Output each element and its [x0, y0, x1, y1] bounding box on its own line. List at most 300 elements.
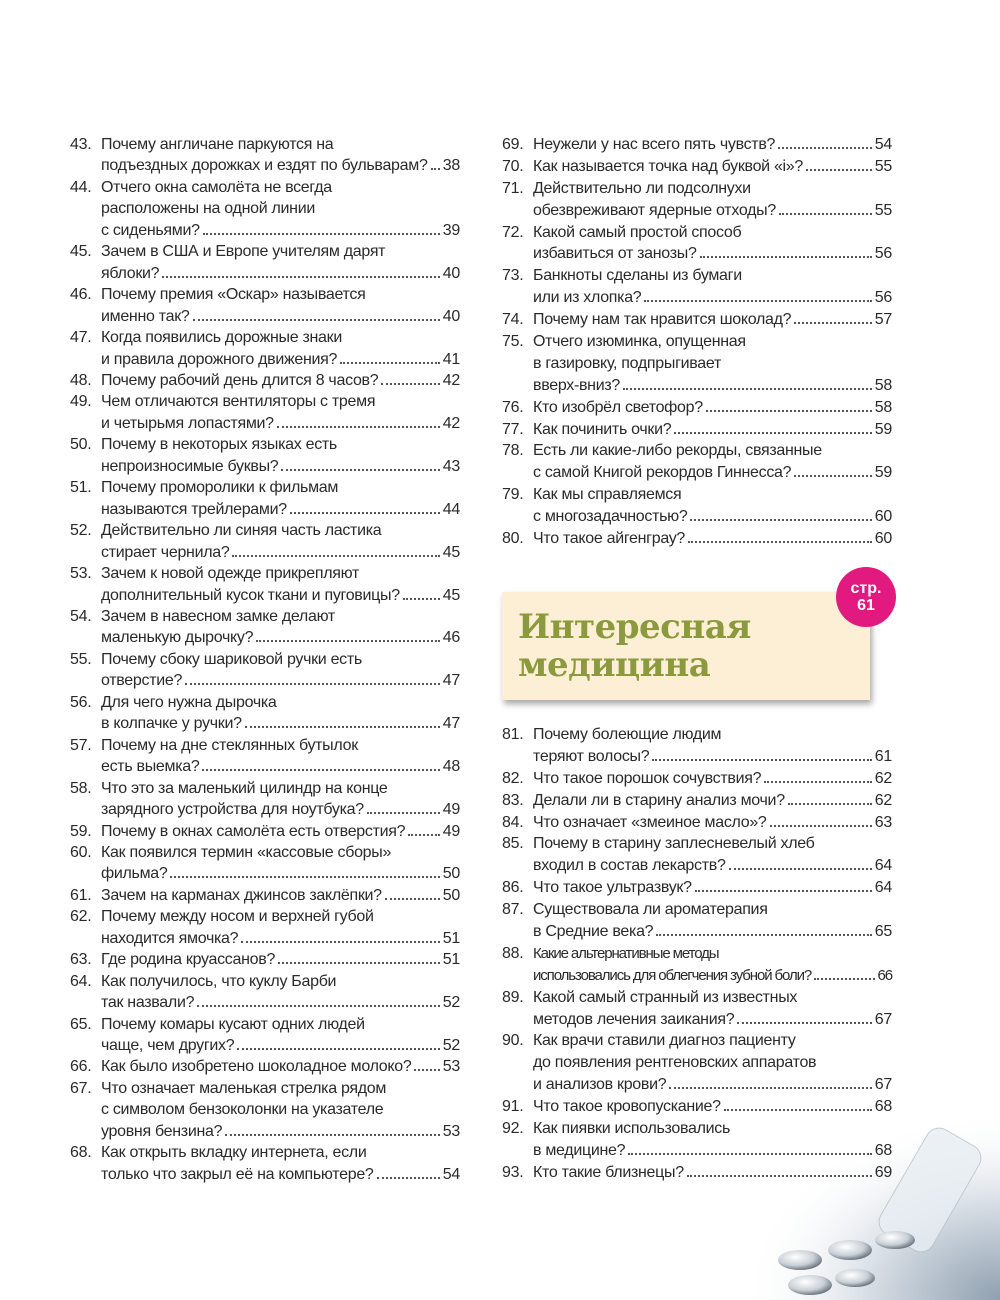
entry-page-number: 51: [442, 929, 460, 947]
entry-line: [533, 156, 892, 178]
entry-number: 87.: [502, 901, 524, 919]
entry-title-text: Кто изобрёл светофор?: [533, 398, 703, 416]
dot-leader: [408, 834, 440, 836]
toc-entry[interactable]: [502, 309, 892, 331]
entry-title-text: теряют волосы?: [533, 747, 650, 765]
entry-title-text: так назвали?: [101, 994, 195, 1012]
toc-entry[interactable]: [502, 397, 892, 419]
entry-title-text: Зачем на карманах джинсов заклёпки?: [101, 886, 382, 904]
entry-line: [533, 987, 892, 1009]
entry-title-text: Зачем в США и Европе учителям дарят: [101, 243, 386, 261]
entry-page-number: 50: [442, 886, 460, 904]
toc-column-left: [70, 134, 460, 1185]
entry-line: [533, 790, 892, 812]
dot-leader: [690, 519, 871, 521]
entry-title-text: Почему англичане паркуются на: [101, 136, 334, 153]
toc-entry[interactable]: [502, 440, 892, 484]
entry-page-number: 62: [874, 769, 892, 787]
entry-title-text: Действительно ли синяя часть ластика: [101, 522, 382, 540]
entry-page-number: 68: [874, 1141, 892, 1159]
dot-leader: [724, 1109, 872, 1111]
entry-title-text: Где родина круассанов?: [101, 951, 276, 969]
entry-title-text: Кто такие близнецы?: [533, 1163, 684, 1181]
entry-title-text: вверх-вниз?: [533, 376, 620, 394]
entry-page-number: 47: [442, 672, 460, 690]
entry-number: 92.: [502, 1120, 524, 1138]
entry-page-number: 67: [874, 1076, 892, 1094]
entry-title-text: Делали ли в старину анализ мочи?: [533, 791, 785, 809]
dot-leader: [377, 1177, 440, 1179]
entry-line: [101, 885, 460, 906]
entry-number: 78.: [502, 442, 524, 460]
toc-column-right-top: [502, 134, 892, 550]
toc-entry[interactable]: [70, 692, 460, 735]
entry-line: [101, 220, 460, 241]
toc-entry[interactable]: [70, 327, 460, 370]
entry-line: [101, 499, 460, 520]
entry-number: 65.: [70, 1015, 92, 1033]
entry-line: [101, 949, 460, 970]
section-title: [518, 608, 751, 684]
toc-entry[interactable]: [502, 528, 892, 550]
entry-title-text: Почему между носом и верхней губой: [101, 908, 374, 926]
entry-title-text: в колпачке у ручки?: [101, 715, 242, 733]
entry-page-number: 57: [874, 311, 892, 329]
entry-title-text: Что это за маленький цилиндр на конце: [101, 779, 388, 797]
entry-line: [101, 735, 460, 756]
toc-entry[interactable]: [70, 949, 460, 970]
toc-entry[interactable]: [70, 520, 460, 563]
entry-number: 75.: [502, 333, 524, 351]
entry-title-text: входил в состав лекарств?: [533, 857, 726, 875]
toc-entry[interactable]: [70, 370, 460, 391]
entry-title-text: дополнительный кусок ткани и пуговицы?: [101, 586, 400, 604]
dot-leader: [806, 169, 872, 171]
entry-number: 50.: [70, 436, 92, 454]
toc-entry[interactable]: [502, 222, 892, 266]
entry-title-text: именно так?: [101, 307, 190, 325]
toc-entry[interactable]: [70, 477, 460, 520]
entry-title-text: использовались для облегчения зубной боли?: [533, 966, 812, 984]
toc-entry[interactable]: [70, 563, 460, 606]
entry-line: [101, 520, 460, 541]
dot-leader: [695, 890, 872, 892]
toc-entry[interactable]: [502, 484, 892, 528]
entry-line: [101, 670, 460, 691]
entry-page-number: 59: [874, 420, 892, 438]
entry-title-text: Как было изобретено шоколадное молоко?: [101, 1058, 412, 1076]
entry-line: [533, 1009, 892, 1031]
page-badge: [836, 567, 896, 627]
dot-leader: [290, 512, 440, 514]
section-title-line1: Интересная: [518, 607, 751, 647]
entry-title-text: Почему сбоку шариковой ручки есть: [101, 650, 362, 668]
entry-title-text: с символом бензоколонки на указателе: [101, 1101, 384, 1119]
toc-entry[interactable]: [70, 284, 460, 327]
entry-title-text: Что означает маленькая стрелка рядом: [101, 1079, 387, 1097]
entry-line: [533, 768, 892, 790]
entry-page-number: 48: [442, 758, 460, 776]
entry-page-number: 67: [874, 1010, 892, 1028]
entry-title-text: Что такое порошок сочувствия?: [533, 769, 762, 787]
entry-title-text: Почему в некоторых языках есть: [101, 436, 337, 454]
entry-line: [533, 724, 892, 746]
toc-entry[interactable]: [502, 1030, 892, 1096]
entry-number: 93.: [502, 1163, 524, 1181]
entry-line: [101, 134, 460, 155]
toc-entry[interactable]: [502, 1162, 892, 1184]
toc-entry[interactable]: [502, 419, 892, 441]
entry-line: [101, 863, 460, 884]
entry-number: 86.: [502, 879, 524, 897]
entry-number: 61.: [70, 886, 92, 904]
entry-line: [533, 462, 892, 484]
entry-line: [101, 563, 460, 584]
entry-line: [101, 327, 460, 348]
entry-title-text: обезвреживают ядерные отходы?: [533, 201, 776, 219]
entry-line: [533, 265, 892, 287]
dot-leader: [794, 475, 872, 477]
entry-page-number: 52: [442, 994, 460, 1012]
entry-title-text: Что такое ультразвук?: [533, 879, 692, 897]
entry-title-text: или из хлопка?: [533, 289, 642, 307]
toc-entry[interactable]: [70, 177, 460, 241]
dot-leader: [185, 683, 440, 685]
entry-number: 62.: [70, 908, 92, 926]
entry-page-number: 49: [442, 801, 460, 819]
entry-number: 85.: [502, 835, 524, 853]
entry-page-number: 54: [442, 1165, 460, 1183]
toc-entry[interactable]: [502, 178, 892, 222]
entry-title-text: находится ямочка?: [101, 929, 239, 947]
entry-page-number: 46: [442, 629, 460, 647]
entry-number: 45.: [70, 243, 92, 261]
entry-line: [101, 756, 460, 777]
entry-line: [101, 1056, 460, 1077]
entry-page-number: 44: [442, 500, 460, 518]
entry-line: [101, 799, 460, 820]
entry-title-text: с многозадачностью?: [533, 508, 688, 526]
dot-leader: [656, 934, 872, 936]
entry-title-text: уровня бензина?: [101, 1122, 223, 1140]
entry-line: [101, 1142, 460, 1163]
entry-line: [101, 1121, 460, 1142]
entry-number: 72.: [502, 223, 524, 241]
entry-number: 66.: [70, 1058, 92, 1076]
entry-page-number: 54: [874, 136, 892, 153]
entry-line: [101, 842, 460, 863]
entry-number: 48.: [70, 371, 92, 389]
entry-line: [101, 284, 460, 305]
entry-title-text: до появления рентгеновских аппаратов: [533, 1054, 817, 1072]
entry-title-text: Как мы справляемся: [533, 486, 682, 504]
entry-page-number: 62: [874, 791, 892, 809]
entry-number: 70.: [502, 157, 524, 175]
entry-line: [101, 585, 460, 606]
toc-entry[interactable]: [70, 1142, 460, 1185]
entry-title-text: Какой самый простой способ: [533, 223, 742, 241]
entry-number: 51.: [70, 479, 92, 497]
section-title-line2: медицина: [518, 645, 711, 685]
entry-line: [533, 134, 892, 156]
entry-line: [533, 1030, 892, 1052]
toc-entry[interactable]: [70, 885, 460, 906]
entry-line: [533, 200, 892, 222]
entry-title-text: Почему в окнах самолёта есть отверстия?: [101, 822, 406, 840]
entry-number: 49.: [70, 393, 92, 411]
entry-title-text: избавиться от занозы?: [533, 245, 697, 263]
entry-number: 56.: [70, 693, 92, 711]
entry-line: [533, 921, 892, 943]
entry-line: [533, 287, 892, 309]
entry-line: [533, 746, 892, 768]
entry-line: [101, 177, 460, 198]
entry-title-text: методов лечения заикания?: [533, 1010, 735, 1028]
entry-title-text: Почему проморолики к фильмам: [101, 479, 339, 497]
toc-entry[interactable]: [70, 134, 460, 177]
entry-page-number: 64: [874, 857, 892, 875]
toc-entry[interactable]: [502, 134, 892, 156]
dot-leader: [225, 1134, 440, 1136]
entry-number: 54.: [70, 607, 92, 625]
toc-entry[interactable]: [502, 943, 892, 987]
dot-leader: [700, 256, 872, 258]
dot-leader: [170, 876, 439, 878]
entry-title-text: чаще, чем других?: [101, 1037, 235, 1055]
toc-entry[interactable]: [70, 906, 460, 949]
toc-entry[interactable]: [502, 1096, 892, 1118]
dot-leader: [197, 1005, 440, 1007]
toc-entry[interactable]: [502, 768, 892, 790]
entry-number: 44.: [70, 178, 92, 196]
entry-page-number: 58: [874, 398, 892, 416]
entry-title-text: Почему рабочий день длится 8 часов?: [101, 371, 379, 389]
entry-line: [101, 349, 460, 370]
dot-leader: [779, 213, 872, 215]
entry-title-text: Как появился термин «кассовые сборы»: [101, 843, 392, 861]
toc-entry[interactable]: [70, 434, 460, 477]
entry-line: [101, 241, 460, 262]
entry-line: [101, 434, 460, 455]
toc-entry[interactable]: [502, 899, 892, 943]
entry-title-text: Действительно ли подсолнухи: [533, 179, 751, 197]
toc-entry[interactable]: [70, 1014, 460, 1057]
entry-line: [533, 397, 892, 419]
entry-line: [533, 877, 892, 899]
entry-line: [101, 456, 460, 477]
entry-title-text: и анализов крови?: [533, 1076, 667, 1094]
dot-leader: [367, 812, 440, 814]
entry-line: [101, 542, 460, 563]
entry-line: [533, 812, 892, 834]
entry-title-text: Банкноты сделаны из бумаги: [533, 267, 742, 285]
toc-entry[interactable]: [70, 241, 460, 284]
entry-line: [101, 821, 460, 842]
dot-leader: [737, 1022, 871, 1024]
entry-number: 82.: [502, 769, 524, 787]
entry-page-number: 50: [442, 865, 460, 883]
toc-entry[interactable]: [502, 1118, 892, 1162]
toc-entry[interactable]: [70, 391, 460, 434]
entry-number: 67.: [70, 1079, 92, 1097]
entry-page-number: 61: [874, 747, 892, 765]
entry-page-number: 39: [442, 221, 460, 239]
entry-title-text: Когда появились дорожные знаки: [101, 329, 342, 347]
entry-line: [101, 198, 460, 219]
dot-leader: [203, 233, 440, 235]
entry-page-number: 40: [442, 307, 460, 325]
toc-column-right-bottom: [502, 724, 892, 1184]
toc-entry[interactable]: [502, 790, 892, 812]
entry-title-text: Почему на дне стеклянных бутылок: [101, 736, 358, 754]
entry-line: [101, 413, 460, 434]
entry-line: [101, 1035, 460, 1056]
entry-title-text: и правила дорожного движения?: [101, 350, 338, 368]
entry-line: [101, 477, 460, 498]
entry-title-text: Почему комары кусают одних людей: [101, 1015, 365, 1033]
entry-page-number: 53: [442, 1058, 460, 1076]
dot-leader: [669, 1087, 871, 1089]
entry-page-number: 41: [442, 350, 460, 368]
entry-number: 88.: [502, 944, 524, 962]
entry-page-number: 68: [874, 1098, 892, 1116]
entry-line: [533, 178, 892, 200]
entry-title-text: Что такое айгенграу?: [533, 530, 686, 548]
entry-line: [101, 971, 460, 992]
entry-number: 90.: [502, 1032, 524, 1050]
entry-number: 79.: [502, 486, 524, 504]
entry-line: [533, 243, 892, 265]
toc-entry[interactable]: [70, 735, 460, 778]
entry-number: 83.: [502, 791, 524, 809]
toc-entry[interactable]: [502, 156, 892, 178]
dot-leader: [403, 598, 440, 600]
entry-line: [101, 606, 460, 627]
entry-number: 73.: [502, 267, 524, 285]
entry-title-text: Почему в старину заплесневелый хлеб: [533, 835, 815, 853]
toc-entry[interactable]: [502, 265, 892, 309]
entry-line: [533, 375, 892, 397]
toc-entry[interactable]: [502, 724, 892, 768]
entry-page-number: 64: [874, 879, 892, 897]
toc-entry[interactable]: [70, 821, 460, 842]
dot-leader: [278, 962, 440, 964]
toc-entry[interactable]: [70, 842, 460, 885]
dot-leader: [644, 300, 871, 302]
entry-title-text: есть выемка?: [101, 758, 200, 776]
entry-line: [533, 222, 892, 244]
entry-line: [101, 370, 460, 391]
entry-title-text: Отчего изюминка, опущенная: [533, 333, 746, 351]
entry-title-text: Что означает «змеиное масло»?: [533, 813, 767, 831]
entry-number: 55.: [70, 650, 92, 668]
entry-line: [533, 1162, 892, 1184]
entry-line: [533, 506, 892, 528]
dot-leader: [628, 1153, 872, 1155]
dot-leader: [256, 640, 440, 642]
toc-entry[interactable]: [502, 331, 892, 397]
entry-line: [533, 419, 892, 441]
dot-leader: [778, 147, 872, 149]
entry-line: [101, 906, 460, 927]
entry-title-text: с сиденьями?: [101, 221, 200, 239]
dot-leader: [202, 769, 439, 771]
entry-page-number: 45: [442, 543, 460, 561]
entry-line: [533, 528, 892, 550]
entry-line: [533, 1096, 892, 1118]
entry-title-text: Как открыть вкладку интернета, если: [101, 1144, 367, 1162]
toc-entry[interactable]: [502, 833, 892, 877]
entry-title-text: расположены на одной линии: [101, 200, 315, 218]
entry-page-number: 55: [874, 157, 892, 175]
entry-page-number: 47: [442, 715, 460, 733]
entry-page-number: 49: [442, 822, 460, 840]
entry-title-text: Почему нам так нравится шоколад?: [533, 311, 792, 329]
toc-entry[interactable]: [502, 877, 892, 899]
toc-entry[interactable]: [502, 987, 892, 1031]
entry-page-number: 60: [874, 530, 892, 548]
entry-page-number: 52: [442, 1037, 460, 1055]
entry-line: [101, 627, 460, 648]
entry-title-text: отверстие?: [101, 672, 183, 690]
entry-title-text: в газировку, подпрыгивает: [533, 354, 721, 372]
dot-leader: [232, 555, 439, 557]
entry-line: [101, 1014, 460, 1035]
toc-entry[interactable]: [502, 812, 892, 834]
toc-entry[interactable]: [70, 971, 460, 1014]
entry-line: [533, 1052, 892, 1074]
dot-leader: [245, 726, 440, 728]
entry-number: 52.: [70, 522, 92, 540]
entry-title-text: фильма?: [101, 865, 168, 883]
entry-title-text: зарядного устройства для ноутбука?: [101, 801, 364, 819]
toc-entry[interactable]: [70, 649, 460, 692]
entry-line: [101, 692, 460, 713]
dot-leader: [687, 1175, 872, 1177]
entry-page-number: 66: [877, 966, 892, 984]
dot-leader: [814, 978, 874, 980]
entry-page-number: 42: [442, 371, 460, 389]
entry-line: [533, 440, 892, 462]
entry-line: [101, 263, 460, 284]
toc-entry[interactable]: [70, 606, 460, 649]
entry-number: 43.: [70, 136, 92, 153]
entry-line: [533, 833, 892, 855]
entry-title-text: Есть ли какие-либо рекорды, связанные: [533, 442, 822, 460]
entry-title-text: Для чего нужна дырочка: [101, 693, 277, 711]
entry-title-text: в Средние века?: [533, 923, 654, 941]
toc-entry[interactable]: [70, 1056, 460, 1077]
dot-leader: [770, 825, 872, 827]
entry-title-text: Как называется точка над буквой «i»?: [533, 157, 804, 175]
dot-leader: [706, 410, 872, 412]
toc-entry[interactable]: [70, 778, 460, 821]
entry-page-number: 59: [874, 464, 892, 482]
entry-number: 77.: [502, 420, 524, 438]
dot-leader: [729, 868, 872, 870]
entry-title-text: Зачем в навесном замке делают: [101, 607, 335, 625]
dot-leader: [385, 898, 440, 900]
entry-page-number: 55: [874, 201, 892, 219]
dot-leader: [193, 319, 440, 321]
entry-line: [101, 1164, 460, 1185]
entry-line: [533, 1140, 892, 1162]
dot-leader: [794, 322, 872, 324]
dot-leader: [623, 388, 872, 390]
dot-leader: [237, 1048, 439, 1050]
entry-page-number: 42: [442, 414, 460, 432]
toc-entry[interactable]: [70, 1078, 460, 1142]
